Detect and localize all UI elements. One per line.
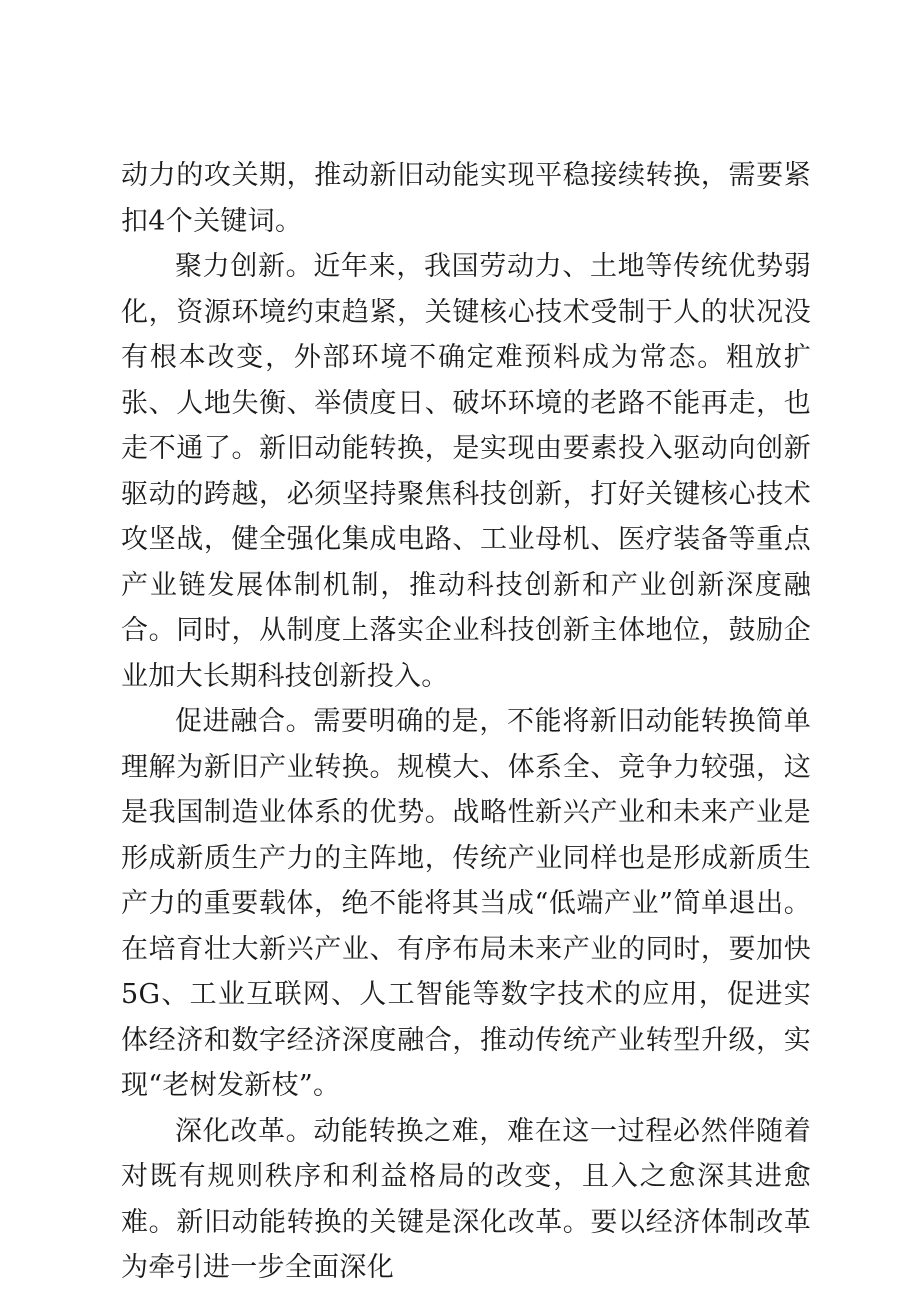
- paragraph-reform: 深化改革。动能转换之难，难在这一过程必然伴随着对既有规则秩序和利益格局的改变，且入之愈深其进愈难。新旧动能转换的关键是深化改革。要以经济体制改革为牵引进一步全面深化: [121, 1115, 811, 1283]
- paragraph-integration: 促进融合。需要明确的是，不能将新旧动能转换简单理解为新旧产业转换。规模大、体系全、竞争力较强，这是我国制造业体系的优势。战略性新兴产业和未来产业是形成新质生产力的主阵地，传统产业同样也是形成新质生产力的重要载体，绝不能将其当成“低端产业”简单退出。在培育壮大新兴产业、有序布局未来产业的同时，要加快5G、工业互联网、人工智能等数字技术的应用，促进实体经济和数字经济深度融合，推动传统产业转型升级，实现“老树发新枝”。: [121, 706, 811, 1101]
- paragraph-continuation: 动力的攻关期，推动新旧动能实现平稳接续转换，需要紧扣4个关键词。: [121, 160, 811, 237]
- document-body: [121, 153, 811, 1291]
- paragraph-innovation: 聚力创新。近年来，我国劳动力、土地等传统优势弱化，资源环境约束趋紧，关键核心技术受制于人的状况没有根本改变，外部环境不确定难预料成为常态。粗放扩张、人地失衡、举债度日、破坏环境的老路不能再走，也走不通了。新旧动能转换，是实现由要素投入驱动向创新驱动的跨越，必须坚持聚焦科技创新，打好关键核心技术攻坚战，健全强化集成电路、工业母机、医疗装备等重点产业链发展体制机制，推动科技创新和产业创新深度融合。同时，从制度上落实企业科技创新主体地位，鼓励企业加大长期科技创新投入。: [121, 251, 811, 692]
